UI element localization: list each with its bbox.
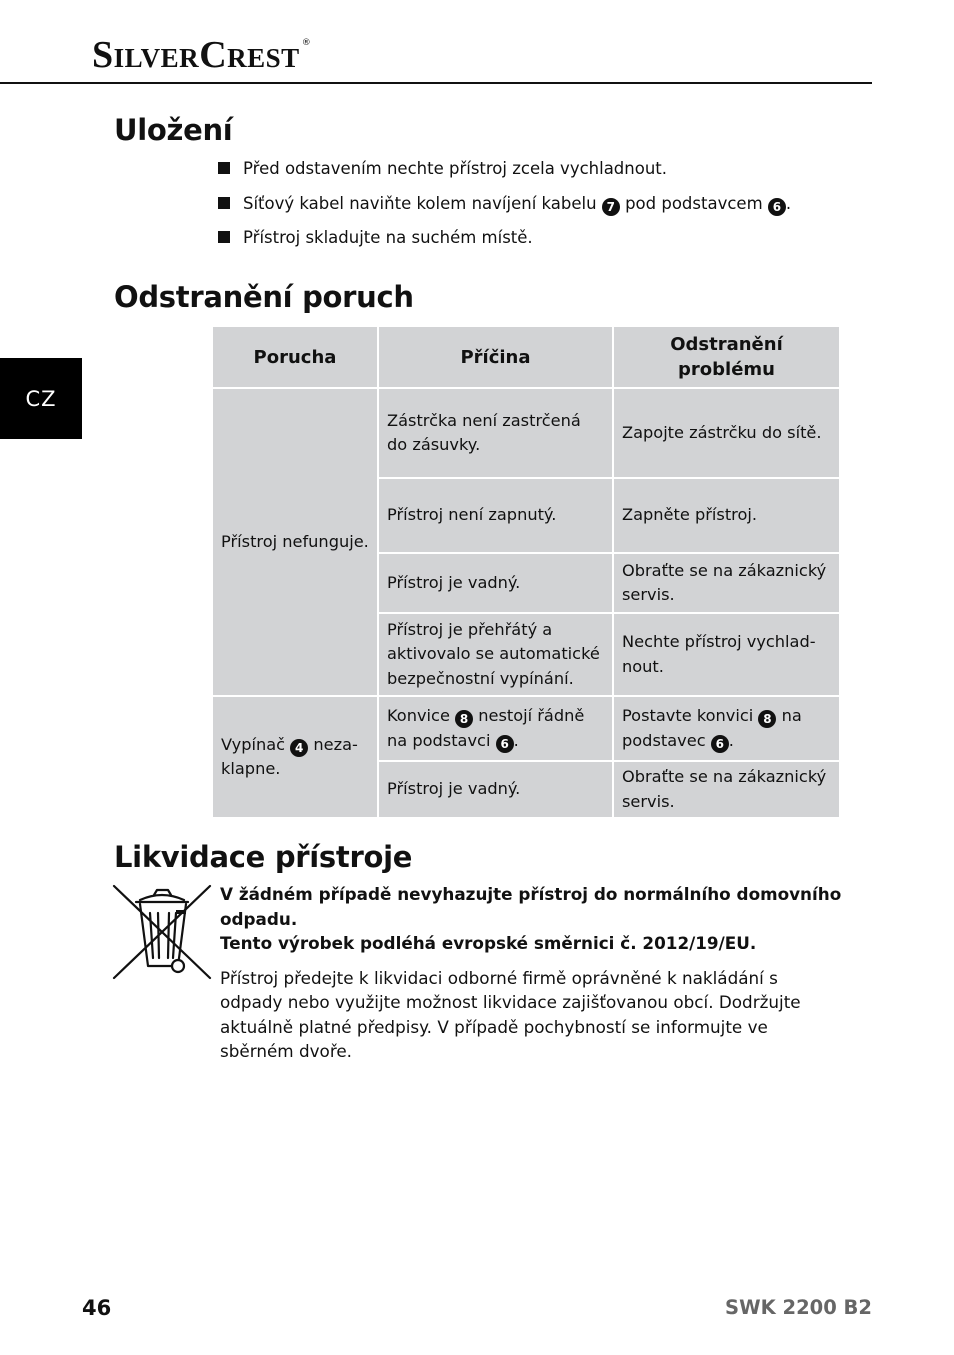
table-row xyxy=(212,696,840,761)
cause-cell: Přístroj není zapnutý. xyxy=(378,478,613,553)
section-title-troubleshooting: Odstranění poruch xyxy=(114,280,414,314)
part-number-badge: 8 xyxy=(455,710,473,728)
remedy-cell: Postavte konvici 8 na podstavec 6 . xyxy=(613,696,840,761)
part-number-badge: 4 xyxy=(290,739,308,757)
part-number-badge: 6 xyxy=(496,735,514,753)
fault-cell: Přístroj nefunguje. xyxy=(212,388,378,696)
disposal-warning: V žádném případě nevyhazujte přístroj do normálního domovního odpadu. xyxy=(220,884,842,929)
list-item: Před odstavením nechte přístroj zcela vychladnout. xyxy=(218,158,791,193)
part-number-badge: 6 xyxy=(711,735,729,753)
cause-cell: Zástrčka není zastrčená do zásuvky. xyxy=(378,388,613,478)
bullet-square-icon xyxy=(218,162,230,174)
storage-bullet-list xyxy=(218,158,791,262)
header-rule xyxy=(0,82,872,84)
section-title-disposal: Likvidace přístroje xyxy=(114,840,413,874)
list-item: Přístroj skladujte na suchém místě. xyxy=(218,227,791,262)
column-header-cause: Příčina xyxy=(378,326,613,388)
disposal-directive: Tento výrobek podléhá evropské směrnici č. 2012/19/EU. xyxy=(220,933,757,953)
cause-cell: Přístroj je vadný. xyxy=(378,761,613,818)
list-item: Síťový kabel naviňte kolem navíjení kabelu 7 pod podstavcem 6 . xyxy=(218,193,791,228)
bullet-square-icon xyxy=(218,231,230,243)
bullet-square-icon xyxy=(218,197,230,209)
part-number-badge: 8 xyxy=(758,710,776,728)
remedy-cell: Obraťte se na zákaznický servis. xyxy=(613,761,840,818)
crossed-out-wheelie-bin-icon xyxy=(110,882,214,982)
table-row xyxy=(212,388,840,478)
table-header-row xyxy=(212,326,840,388)
disposal-text xyxy=(220,882,845,1064)
disposal-instructions: Přístroj předejte k likvidaci odborné firmě oprávněné k nakládání s odpady nebo využijte možnost likvidace zajišťovanou obcí. Dodržujte aktuálně platné předpisy. V případě pochybností se informujte ve sběrném dvoře. xyxy=(220,967,801,1061)
cause-cell: Konvice 8 nestojí řádně na podstavci 6 . xyxy=(378,696,613,761)
cause-cell: Přístroj je přehřátý a aktivovalo se automatické bezpečnostní vypínání. xyxy=(378,613,613,696)
remedy-cell: Zapojte zástrčku do sítě. xyxy=(613,388,840,478)
column-header-fault: Porucha xyxy=(212,326,378,388)
brand-logo: SILVERCREST ® xyxy=(92,34,312,76)
remedy-cell: Zapněte přístroj. xyxy=(613,478,840,553)
page-number: 46 xyxy=(82,1296,112,1320)
remedy-cell: Nechte přístroj vychlad-nout. xyxy=(613,613,840,696)
section-title-storage: Uložení xyxy=(114,113,233,147)
model-number: SWK 2200 B2 xyxy=(725,1296,872,1319)
part-number-badge: 6 xyxy=(768,198,786,216)
language-tab: CZ xyxy=(0,358,82,439)
fault-cell: Vypínač 4 neza-klapne. xyxy=(212,696,378,818)
part-number-badge: 7 xyxy=(602,198,620,216)
column-header-remedy: Odstranění problému xyxy=(613,326,840,388)
troubleshooting-table xyxy=(211,325,841,819)
remedy-cell: Obraťte se na zákaznický servis. xyxy=(613,553,840,613)
cause-cell: Přístroj je vadný. xyxy=(378,553,613,613)
